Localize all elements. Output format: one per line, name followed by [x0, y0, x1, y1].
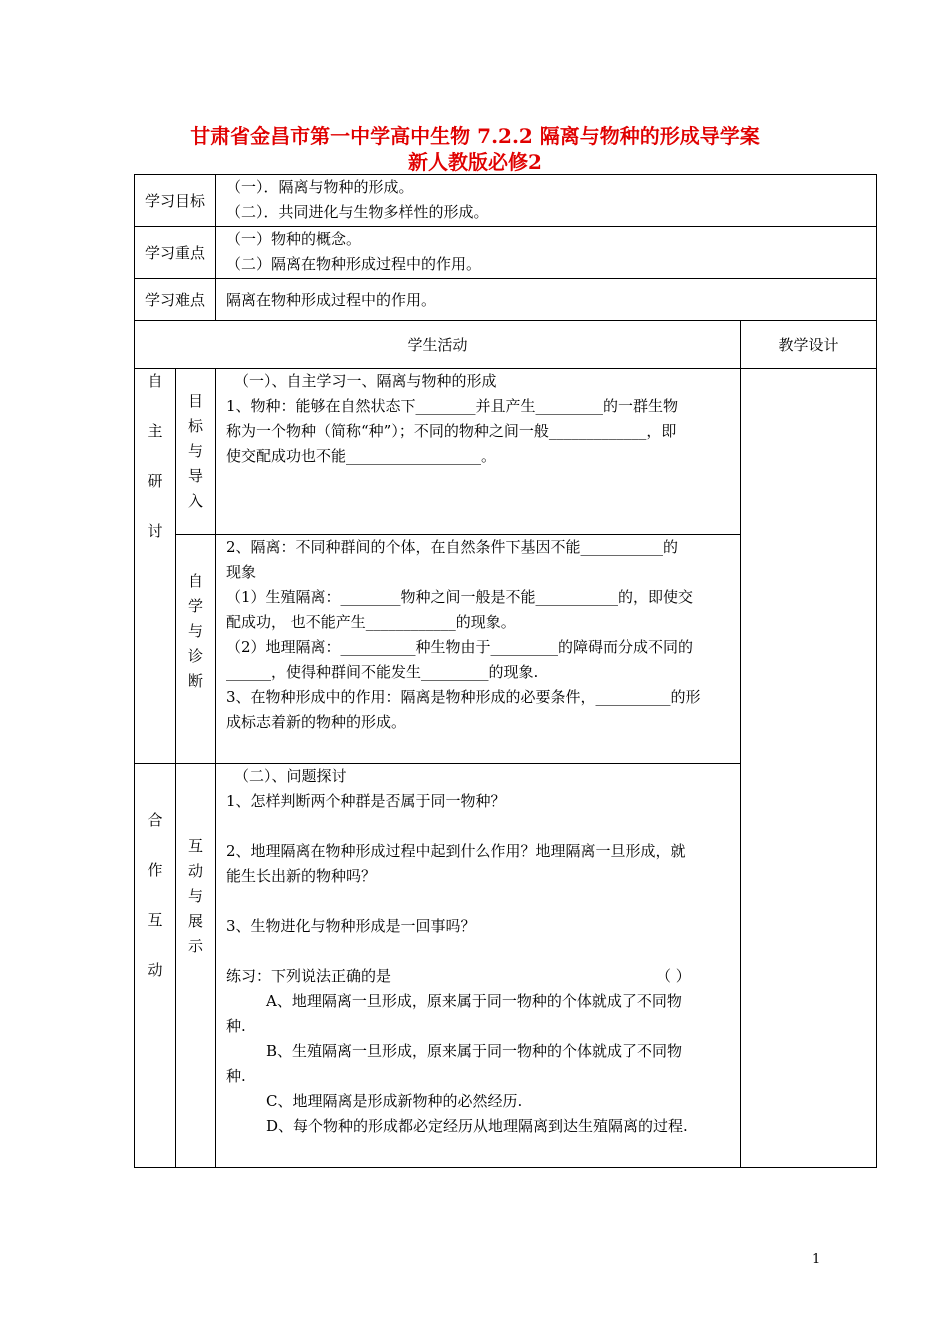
- section1-name: 自 主 研 讨: [135, 369, 176, 764]
- lesson-plan-table: [134, 174, 877, 1168]
- difficulty-content: 隔离在物种形成过程中的作用。: [216, 279, 877, 321]
- header-row: [135, 321, 877, 369]
- goal-line: （一）．隔离与物种的形成。: [226, 178, 414, 196]
- difficulty-label: 学习难点: [135, 279, 216, 321]
- student-activity-header: 学生活动: [135, 321, 741, 369]
- section2-name: 合 作 互 动: [135, 764, 176, 1168]
- section1-part1-row: [135, 369, 877, 535]
- document-title-line2: 新人教版必修2: [408, 150, 542, 174]
- practice-line: 练习：下列说法正确的是 （ ）: [226, 964, 734, 989]
- question-2: 2、地理隔离在物种形成过程中起到什么作用？地理隔离一旦形成，就: [226, 842, 686, 860]
- difficulty-row: [135, 279, 877, 321]
- discussion-heading: （二）、问题探讨: [234, 767, 347, 785]
- option-b: B、生殖隔离一旦形成，原来属于同一物种的个体就成了不同物: [266, 1042, 683, 1060]
- teaching-design-column: [741, 369, 877, 1168]
- part1-content: （一）、自主学习一、隔离与物种的形成 1、物种：能够在自然状态下________并且产生_________的一群生物 称为一个物种（简称“种”）；不同的物种之间一般_____________，即 使交配成功也不能__________________。: [216, 369, 741, 535]
- key-content: [216, 227, 877, 279]
- option-d: D、每个物种的形成都必定经历从地理隔离到达生殖隔离的过程.: [266, 1117, 688, 1135]
- goal-line: （二）．共同进化与生物多样性的形成。: [226, 203, 489, 221]
- page-number: 1: [812, 1252, 821, 1267]
- teaching-design-header: 教学设计: [741, 321, 877, 369]
- goals-content: [216, 175, 877, 227]
- part2-content: 2、隔离：不同种群间的个体，在自然条件下基因不能___________的 现象 （1）生殖隔离：________物种之间一般是不能___________的，即使交 配成功， 也不能产生____________的现象。 （2）地理隔离：__________种生物由于_________的障碍而分成不同的 ______，使得种群间不能发生_________的现象. 3、在物种形成中的作用：隔离是物种形成的必要条件，__________的形 成标志着新的物种的形成。: [216, 535, 741, 764]
- question-3: 3、生物进化与物种形成是一回事吗？: [226, 917, 476, 935]
- key-line: （一）物种的概念。: [226, 230, 362, 248]
- key-row: [135, 227, 877, 279]
- option-c: C、地理隔离是形成新物种的必然经历.: [266, 1092, 523, 1110]
- part1-name: 目 标 与 导 入: [176, 369, 216, 535]
- answer-parentheses: （ ）: [656, 967, 691, 985]
- goals-row: [135, 175, 877, 227]
- part2-name: 自 学 与 诊 断: [176, 535, 216, 764]
- goals-label: 学习目标: [135, 175, 216, 227]
- document-title-line1: 甘肃省金昌市第一中学高中生物 7.2.2 隔离与物种的形成导学案: [190, 124, 760, 148]
- section2-content: （二）、问题探讨 1、怎样判断两个种群是否属于同一物种？ 2、地理隔离在物种形成过程中起到什么作用？地理隔离一旦形成，就 能生长出新的物种吗？ 3、生物进化与物种形成是一回事吗？ 练习：下列说法正确的是 （ ） A、地理隔离一旦形成，原来属于同一物种的个体就成了不同物 种. B、生殖隔离一旦形成，原来属于同一物种的个体就成了不同物 种. C、地理隔离是形成新物种的必然经历. D、每个物种的形成都必定经历从地理隔离到达生殖隔离的过程.: [216, 764, 741, 1168]
- key-line: （二）隔离在物种形成过程中的作用。: [226, 255, 482, 273]
- section2-sub-name: 互 动 与 展 示: [176, 764, 216, 1168]
- question-1: 1、怎样判断两个种群是否属于同一物种？: [226, 792, 506, 810]
- key-label: 学习重点: [135, 227, 216, 279]
- option-a: A、地理隔离一旦形成，原来属于同一物种的个体就成了不同物: [266, 992, 682, 1010]
